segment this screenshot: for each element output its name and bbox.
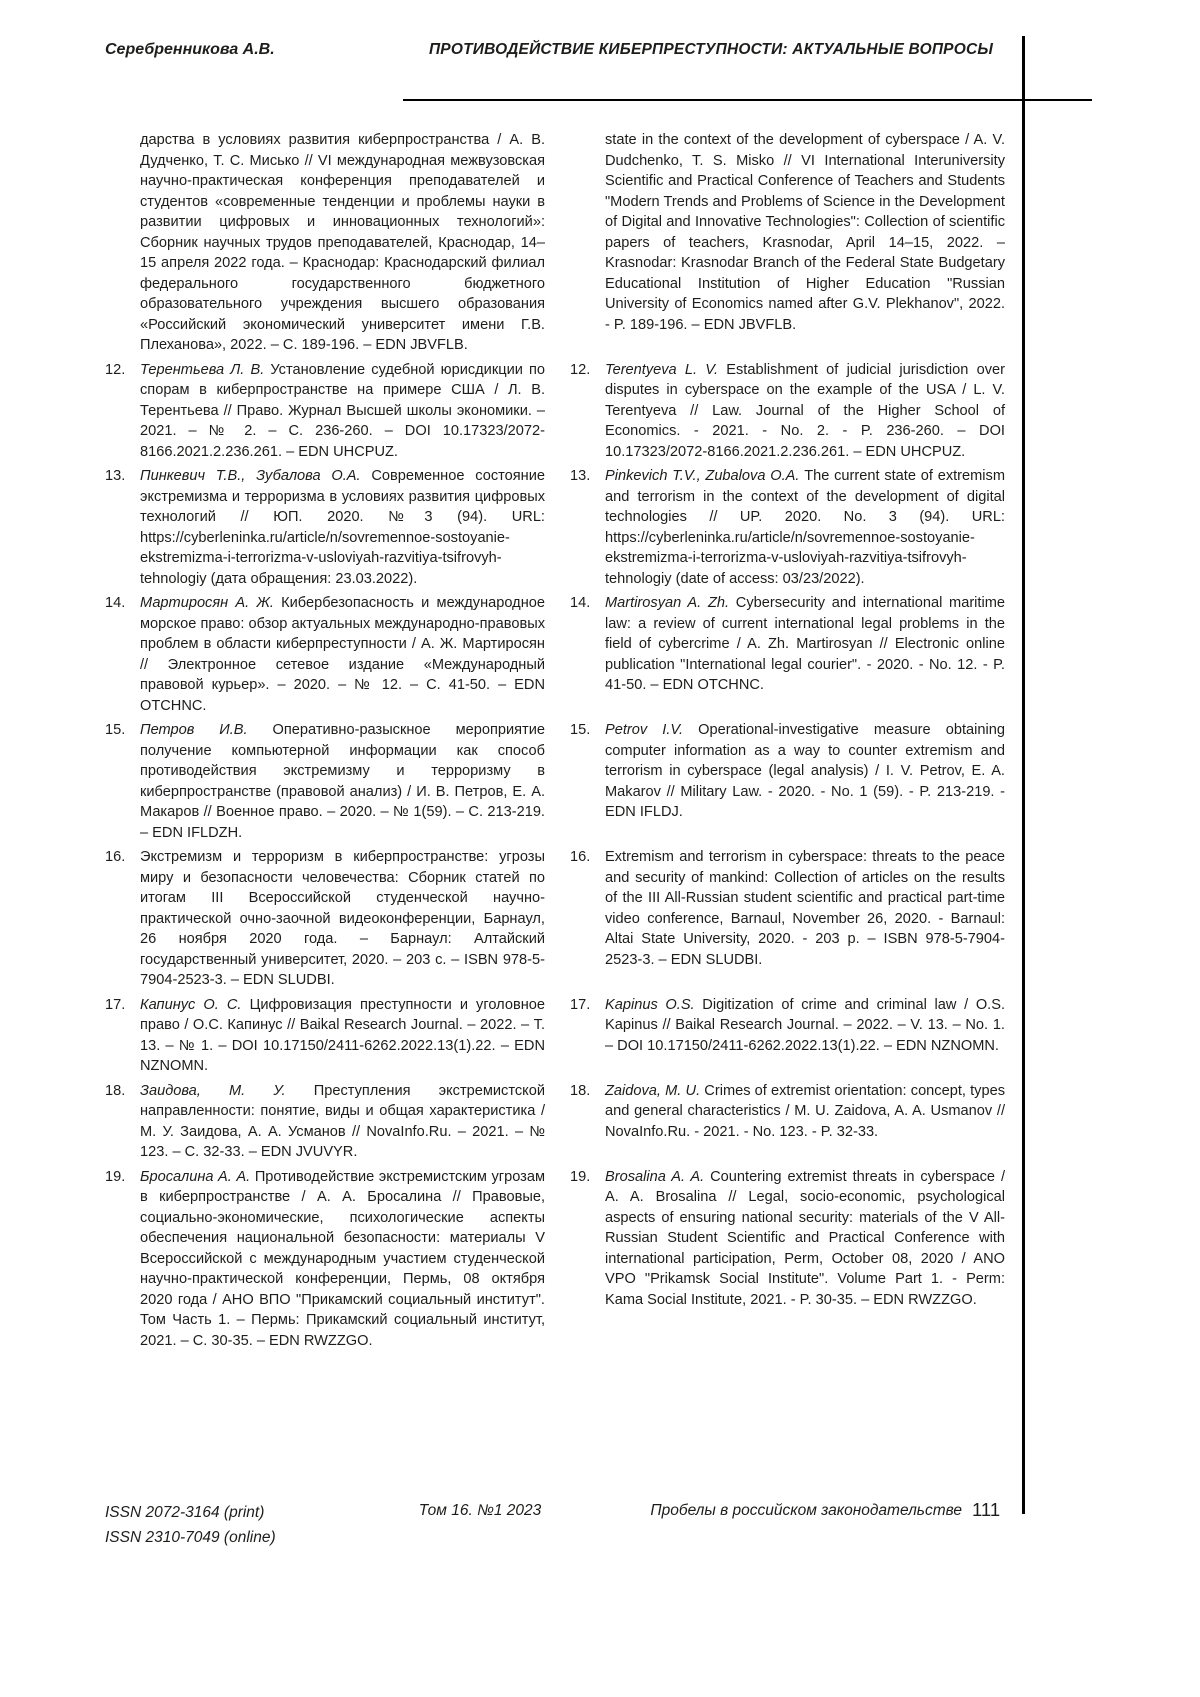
reference-item-en xyxy=(570,1167,1005,1311)
running-head-author: Серебренникова А.В. xyxy=(105,41,275,58)
reference-number: 12. xyxy=(105,361,126,378)
reference-text: Оперативно-разыскное мероприятие получение компьютерной информации как способ противодействия экстремизму и терроризму в киберпространстве (правовой анализ) / И. В. Петров, Е. А. Макаров // Военное право. – 2020. – № 1(59). – С. 213-219. – EDN IFLDZH. xyxy=(140,722,546,841)
reference-item-ru xyxy=(105,847,545,991)
reference-author: Brosalina A. A. xyxy=(605,1168,711,1185)
reference-author: Мартиросян А. Ж. xyxy=(140,595,282,611)
reference-number: 15. xyxy=(105,722,126,738)
reference-item-en xyxy=(570,130,1005,335)
reference-number: 16. xyxy=(105,849,126,865)
reference-item-en xyxy=(570,466,1005,589)
reference-author: Заидова, М. У. xyxy=(140,1082,314,1099)
reference-item-en xyxy=(570,847,1005,970)
reference-number: 14. xyxy=(570,595,591,611)
reference-author: Zaidova, M. U. xyxy=(605,1082,705,1099)
reference-text: Extremism and terrorism in cyberspace: threats to the peace and security of mankind: Collection of articles on the results of the III All-Russian student scientific and practical part-time video conference, Barnaul, November 26, 2020. - Barnaul: Altai State University, 2020. - 203 p. – ISBN 978-5-7904-2523-3. – EDN SLUDBI. xyxy=(605,849,1005,968)
reference-row xyxy=(105,1167,1005,1352)
reference-text: Countering extremist threats in cyberspace / A. A. Brosalina // Legal, socio-economic, psychological aspects of ensuring national security: materials of the V All-Russian Student Scientific and Practical Conference with international participation, Perm, October 08, 2020 / ANO VPO "Prikamsk Social Institute". Volume Part 1. - Perm: Kama Social Institute, 2021. - P. 30-35. – EDN RWZZGO. xyxy=(605,1168,1005,1308)
reference-author: Martirosyan A. Zh. xyxy=(605,595,736,611)
reference-item-en xyxy=(570,995,1005,1057)
reference-author: Petrov I.V. xyxy=(605,722,699,738)
reference-item-en xyxy=(570,593,1005,696)
reference-author: Капинус О. С. xyxy=(140,996,250,1013)
reference-item-ru xyxy=(105,720,545,843)
reference-item-ru xyxy=(105,130,545,356)
reference-author: Пинкевич Т.В., Зубалова О.А. xyxy=(140,468,372,484)
page-number: 111 xyxy=(972,1499,1001,1520)
reference-row xyxy=(105,360,1005,463)
volume-issue-info: Том 16. №1 2023 xyxy=(418,1502,542,1519)
reference-text: Digitization of crime and criminal law / O.S. Kapinus // Baikal Research Journal. – 2022. – V. 13. – No. 1. – DOI 10.17150/2411-6262.2022.13(1).22. – EDN NZNOMN. xyxy=(605,996,1006,1054)
reference-text: Установление судебной юрисдикции по спорам в киберпространстве на примере США / Л. В. Терентьева // Право. Журнал Высшей школы экономики. – 2021. – № 2. – С. 236-260. – DOI 10.17323/2072-8166.2021.2.236.261. – EDN UHCPUZ. xyxy=(140,361,546,460)
reference-number: 13. xyxy=(105,468,126,484)
reference-number: 18. xyxy=(570,1082,591,1099)
header-rule xyxy=(403,99,1092,101)
reference-number: 13. xyxy=(570,468,591,484)
issn-block xyxy=(105,1500,276,1550)
reference-row xyxy=(105,130,1005,356)
reference-author: Terentyeva L. V. xyxy=(605,361,727,378)
reference-row xyxy=(105,593,1005,716)
reference-item-ru xyxy=(105,593,545,716)
reference-row xyxy=(105,995,1005,1077)
reference-item-en xyxy=(570,1081,1005,1143)
reference-row xyxy=(105,466,1005,589)
reference-text: Экстремизм и терроризм в киберпространстве: угрозы миру и безопасности человечества: Сборник статей по итогам III Всероссийской студенческой научно-практической очно-заочной видеоконференции, Барнаул, 26 ноября 2020 года. – Барнаул: Алтайский государственный университет, 2020. – 203 с. – ISBN 978-5-7904-2523-3. – EDN SLUDBI. xyxy=(140,849,545,988)
reference-number: 19. xyxy=(570,1168,591,1185)
reference-author: Петров И.В. xyxy=(140,722,273,738)
reference-author: Pinkevich T.V., Zubalova O.A. xyxy=(605,468,805,484)
reference-text: state in the context of the development of cyberspace / A. V. Dudchenko, T. S. Misko // VI International Interuniversity Scientific and Practical Conference of Teachers and Students "Modern Trends and Problems of Science in the Development of Digital and Innovative Technologies": Collection of scientific papers of teachers, Krasnodar, April 14–15, 2022. – Krasnodar: Krasnodar Branch of the Federal State Budgetary Educational Institution of Higher Education "Russian University of Economics named after G.V. Plekhanov", 2022. - P. 189-196. – EDN JBVFLB. xyxy=(605,132,1005,333)
reference-text: Operational-investigative measure obtaining computer information as a way to counter extremism and terrorism in cyberspace (legal analysis) / I. V. Petrov, E. A. Makarov // Military Law. - 2020. - No. 1 (59). - P. 213-219. -EDN IFLDJ. xyxy=(605,722,1005,820)
reference-item-ru xyxy=(105,1167,545,1352)
reference-number: 18. xyxy=(105,1082,126,1099)
reference-text: дарства в условиях развития киберпространства / А. В. Дудченко, Т. С. Мисько // VI международная межвузовская научно-практическая конференция преподавателей и студентов «современные тенденции и проблемы науки в развитии цифровых и инновационных технологий»: Сборник научных трудов преподавателей, Краснодар, 14–15 апреля 2022 года. – Краснодар: Краснодарский филиал федерального государственного бюджетного образовательного учреждения высшего образования «Российский экономический университет имени Г.В. Плеханова», 2022. – С. 189-196. – EDN JBVFLB. xyxy=(140,132,545,353)
reference-number: 14. xyxy=(105,595,126,611)
reference-item-en xyxy=(570,720,1005,823)
reference-text: Кибербезопасность и международное морское право: обзор актуальных международно-правовых проблем в области киберпреступности / А. Ж. Мартиросян // Электронное сетевое издание «Международный правовой курьер». – 2020. – № 12. – С. 41-50. – EDN OTCHNC. xyxy=(140,595,545,714)
references-section xyxy=(105,130,1005,1355)
reference-item-ru xyxy=(105,995,545,1077)
reference-number: 16. xyxy=(570,849,591,865)
reference-row xyxy=(105,1081,1005,1163)
reference-text: Establishment of judicial jurisdiction over disputes in cyberspace on the example of the USA / L. V. Terentyeva // Law. Journal of the Higher School of Economics. - 2021. - No. 2. - P. 236-260. – DOI 10.17323/2072-8166.2021.2.236.261. – EDN UHCPUZ. xyxy=(605,361,1005,460)
reference-row xyxy=(105,847,1005,991)
issn-online: ISSN 2310-7049 (online) xyxy=(105,1529,276,1546)
reference-text: Противодействие экстремистским угрозам в киберпространстве / А. А. Бросалина // Правовые, социально-экономические, психологические аспекты обеспечения национальной безопасности: материалы V Всероссийской с международным участием студенческой научно-практической конференции, Пермь, 08 октября 2020 года / АНО ВПО "Прикамский социальный институт". Том Часть 1. – Пермь: Прикамский социальный институт, 2021. – С. 30-35. – EDN RWZZGO. xyxy=(140,1168,545,1349)
reference-row xyxy=(105,720,1005,843)
reference-item-ru xyxy=(105,466,545,589)
journal-title: Пробелы в российском законодательстве xyxy=(650,1502,962,1519)
running-head-title: ПРОТИВОДЕЙСТВИЕ КИБЕРПРЕСТУПНОСТИ: АКТУАЛЬНЫЕ ВОПРОСЫ xyxy=(428,41,994,58)
reference-author: Терентьева Л. В. xyxy=(140,361,271,378)
reference-author: Kapinus O.S. xyxy=(605,996,703,1013)
reference-item-en xyxy=(570,360,1005,463)
reference-number: 19. xyxy=(105,1168,126,1185)
reference-text: The current state of extremism and terrorism in the context of the development of digital technologies // UP. 2020. No. 3 (94). URL: https://cyberleninka.ru/article/n/sovremennoe-sostoyanie-ekstremizma-i-terrorizma-v-usloviyah-razvitiya-tsifrovyh-tehnologiy (date of access: 03/23/2022). xyxy=(605,468,1005,587)
reference-text: Современное состояние экстремизма и терроризма в условиях развития цифровых технологий // ЮП. 2020. №3 (94). URL: https://cyberleninka.ru/article/n/sovremennoe-sostoyanie-ekstremizma-i-terrorizma-v-usloviyah-razvitiya-tsifrovyh-tehnologiy (дата обращения: 23.03.2022). xyxy=(140,468,545,587)
reference-number: 17. xyxy=(570,996,591,1013)
reference-author: Бросалина А. А. xyxy=(140,1168,255,1185)
issn-print: ISSN 2072-3164 (print) xyxy=(105,1504,265,1521)
reference-number: 12. xyxy=(570,361,591,378)
reference-text: Cybersecurity and international maritime law: a review of current international legal problems in the field of cybercrime / A. Zh. Martirosyan // Electronic online publication "International legal courier". - 2020. - No. 12. - P. 41-50. – EDN OTCHNC. xyxy=(605,595,1005,693)
reference-item-ru xyxy=(105,1081,545,1163)
reference-text: Цифровизация преступности и уголовное право / О.С. Капинус // Baikal Research Journal. – 2022. – Т. 13. – № 1. – DOI 10.17150/2411-6262.2022.13(1).22. – EDN NZNOMN. xyxy=(140,996,545,1074)
right-margin-rule xyxy=(1022,36,1025,1514)
reference-number: 15. xyxy=(570,722,591,738)
reference-text: Преступления экстремистской направленности: понятие, виды и общая характеристика / М. У. Заидова, А. А. Усманов // NovaInfo.Ru. – 2021. – № 123. – С. 32-33. – EDN JVUVYR. xyxy=(140,1082,545,1160)
reference-item-ru xyxy=(105,360,545,463)
reference-number: 17. xyxy=(105,996,126,1013)
reference-text: Crimes of extremist orientation: concept, types and general characteristics / M. U. Zaidova, A. A. Usmanov // NovaInfo.Ru. - 2021. - No. 123. - P. 32-33. xyxy=(605,1082,1005,1140)
